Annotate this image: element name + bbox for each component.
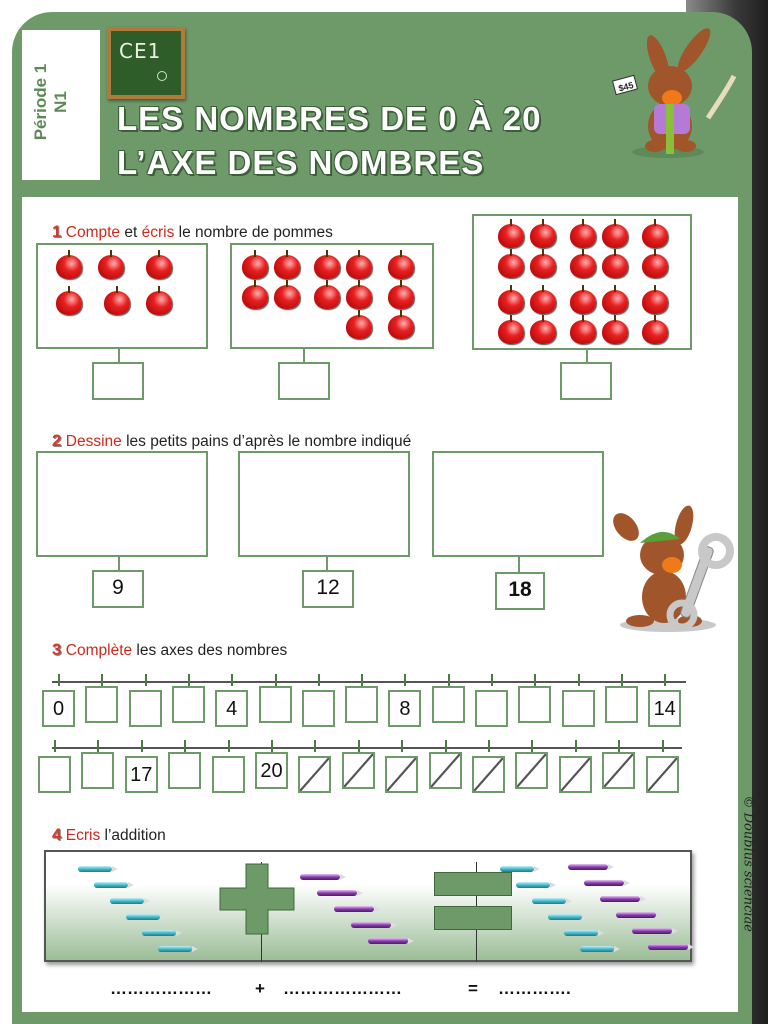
apple-icon xyxy=(98,255,124,279)
number-line-box xyxy=(472,756,505,793)
equals-sign-bottom xyxy=(434,906,512,930)
apple-icon xyxy=(242,285,268,309)
number-line-box[interactable] xyxy=(562,690,595,727)
plus-sign-icon xyxy=(218,862,298,936)
cyan-pencil-icon xyxy=(158,946,192,952)
apple-box-3 xyxy=(472,214,692,350)
number-line-box[interactable] xyxy=(605,686,638,723)
violet-pencil-icon xyxy=(632,928,672,934)
number-line-box[interactable] xyxy=(518,686,551,723)
apple-icon xyxy=(274,285,300,309)
apple-icon xyxy=(56,255,82,279)
apple-icon xyxy=(570,320,596,344)
number-line-box[interactable] xyxy=(432,686,465,723)
exercise1-verb1: Compte xyxy=(65,224,121,241)
apple-icon xyxy=(570,254,596,278)
cyan-pencil-icon xyxy=(564,930,598,936)
exercise1-rest: le nombre de pommes xyxy=(174,224,333,241)
number-line-box[interactable] xyxy=(129,690,162,727)
apple-icon xyxy=(642,224,668,248)
apple-icon xyxy=(530,224,556,248)
exercise4-number: 4 xyxy=(52,825,62,844)
apple-icon xyxy=(104,291,130,315)
number-line-box[interactable] xyxy=(345,686,378,723)
number-line-tick xyxy=(445,740,447,752)
violet-pencil-icon xyxy=(584,880,624,886)
violet-pencil-icon xyxy=(317,890,357,896)
periode-line2: N1 xyxy=(51,91,70,113)
apple-icon xyxy=(530,290,556,314)
answer-blank-1[interactable]: ……………… xyxy=(110,979,212,998)
drawing-box-1[interactable] xyxy=(36,451,208,557)
cyan-pencil-icon xyxy=(516,882,550,888)
target-number-3: 18 xyxy=(495,572,545,610)
number-line-box[interactable] xyxy=(81,752,114,789)
apple-icon xyxy=(498,320,524,344)
apple-icon xyxy=(346,315,372,339)
number-line-tick xyxy=(401,740,403,752)
number-line-box xyxy=(298,756,331,793)
exercise3-verb: Complète xyxy=(65,642,133,659)
apple-icon xyxy=(146,255,172,279)
apple-icon xyxy=(642,320,668,344)
bunny-with-quill-icon xyxy=(610,28,740,160)
apple-icon xyxy=(602,290,628,314)
violet-pencil-icon xyxy=(616,912,656,918)
apple-box-1 xyxy=(36,243,208,349)
apple-icon xyxy=(602,320,628,344)
apple-icon xyxy=(346,285,372,309)
apple-icon xyxy=(346,255,372,279)
number-line-box[interactable] xyxy=(212,756,245,793)
exercise1-heading xyxy=(52,222,333,242)
number-line-box: 20 xyxy=(255,752,288,789)
page-title-line1: LES NOMBRES DE 0 À 20 xyxy=(117,100,542,137)
apple-icon xyxy=(388,315,414,339)
number-line-box xyxy=(515,752,548,789)
connector xyxy=(518,557,520,572)
number-line-box[interactable] xyxy=(259,686,292,723)
number-line-tick xyxy=(231,674,233,686)
apple-icon xyxy=(530,254,556,278)
number-line-tick xyxy=(358,740,360,752)
exercise4-verb: Ecris xyxy=(65,827,101,844)
number-line-tick xyxy=(621,674,623,686)
periode-label xyxy=(31,27,91,177)
exercise2-rest: les petits pains d’après le nombre indiqué xyxy=(121,433,412,450)
violet-pencil-icon xyxy=(334,906,374,912)
exercise4-rest: l’addition xyxy=(100,827,166,844)
number-line-box: 0 xyxy=(42,690,75,727)
chalkboard-text: CE1 xyxy=(119,39,162,63)
number-line-box[interactable] xyxy=(85,686,118,723)
number-line-tick xyxy=(188,674,190,686)
apple-icon xyxy=(146,291,172,315)
periode-line1: Période 1 xyxy=(31,63,50,141)
number-line-tick xyxy=(318,674,320,686)
number-line-tick xyxy=(141,740,143,752)
apple-icon xyxy=(314,285,340,309)
number-line-box xyxy=(602,752,635,789)
violet-pencil-icon xyxy=(368,938,408,944)
number-line-2 xyxy=(52,747,682,749)
equals-sign-top xyxy=(434,872,512,896)
number-line-tick xyxy=(404,674,406,686)
apple-icon xyxy=(570,224,596,248)
apple-icon xyxy=(498,224,524,248)
apple-icon xyxy=(602,224,628,248)
number-line-tick xyxy=(101,674,103,686)
number-line-tick xyxy=(97,740,99,752)
connector xyxy=(118,557,120,571)
number-line-box: 8 xyxy=(388,690,421,727)
violet-pencil-icon xyxy=(568,864,608,870)
cyan-pencil-icon xyxy=(78,866,112,872)
exercise1-and: et xyxy=(120,224,142,241)
plus-sign: + xyxy=(255,979,265,998)
number-line-tick xyxy=(58,674,60,686)
number-line-tick xyxy=(662,740,664,752)
apple-icon xyxy=(388,285,414,309)
apple-icon xyxy=(498,254,524,278)
exercise1-verb2: écris xyxy=(141,224,175,241)
price-tag-text: $45 xyxy=(617,80,635,94)
exercise1-number: 1 xyxy=(52,222,62,241)
apple-icon xyxy=(570,290,596,314)
answer-box-1[interactable] xyxy=(92,362,144,400)
number-line-tick xyxy=(664,674,666,686)
apple-icon xyxy=(56,291,82,315)
number-line-box xyxy=(342,752,375,789)
number-line-box: 4 xyxy=(215,690,248,727)
cyan-pencil-icon xyxy=(126,914,160,920)
number-line-tick xyxy=(488,740,490,752)
apple-icon xyxy=(388,255,414,279)
number-line-tick xyxy=(184,740,186,752)
chalkboard-icon xyxy=(107,27,185,99)
number-line-box xyxy=(385,756,418,793)
connector xyxy=(118,349,120,363)
number-line-tick xyxy=(531,740,533,752)
answer-blank-2[interactable]: ………………… xyxy=(283,979,402,998)
number-line-1 xyxy=(52,681,686,683)
number-line-tick xyxy=(361,674,363,686)
number-line-box[interactable] xyxy=(475,690,508,727)
apple-icon xyxy=(498,290,524,314)
signature-text: © Doublus scienciae xyxy=(740,795,756,932)
number-line-tick xyxy=(271,740,273,752)
number-line-box xyxy=(559,756,592,793)
apple-icon xyxy=(274,255,300,279)
author-signature xyxy=(733,795,757,1000)
number-line-box[interactable] xyxy=(168,752,201,789)
number-line-tick xyxy=(275,674,277,686)
apple-icon xyxy=(242,255,268,279)
number-line-tick xyxy=(145,674,147,686)
apple-icon xyxy=(642,254,668,278)
bunny-with-wrench-icon xyxy=(606,505,738,635)
exercise4-heading xyxy=(52,825,166,845)
violet-pencil-icon xyxy=(600,896,640,902)
apple-icon xyxy=(530,320,556,344)
number-line-tick xyxy=(618,740,620,752)
pencil-addition-panel xyxy=(44,850,692,962)
violet-pencil-icon xyxy=(351,922,391,928)
periode-label-box xyxy=(22,30,100,180)
apple-icon xyxy=(314,255,340,279)
addition-answer-line xyxy=(98,975,612,1008)
number-line-tick xyxy=(314,740,316,752)
drawing-box-2[interactable] xyxy=(238,451,410,557)
exercise2-heading xyxy=(52,431,411,451)
exercise3-number: 3 xyxy=(52,640,62,659)
number-line-box[interactable] xyxy=(172,686,205,723)
cyan-pencil-icon xyxy=(142,930,176,936)
cyan-pencil-icon xyxy=(532,898,566,904)
page-title-line2: L’AXE DES NOMBRES xyxy=(117,144,485,181)
connector xyxy=(303,349,305,363)
cyan-pencil-icon xyxy=(94,882,128,888)
answer-box-3[interactable] xyxy=(560,362,612,400)
number-line-tick xyxy=(448,674,450,686)
target-number-2: 12 xyxy=(302,570,354,608)
number-line-tick xyxy=(578,674,580,686)
answer-blank-3[interactable]: …………. xyxy=(498,979,571,998)
cyan-pencil-icon xyxy=(580,946,614,952)
cyan-pencil-icon xyxy=(548,914,582,920)
exercise2-number: 2 xyxy=(52,431,62,450)
apple-icon xyxy=(602,254,628,278)
number-line-box: 17 xyxy=(125,756,158,793)
number-line-tick xyxy=(228,740,230,752)
violet-pencil-icon xyxy=(648,944,688,950)
cyan-pencil-icon xyxy=(110,898,144,904)
number-line-tick xyxy=(534,674,536,686)
number-line-box xyxy=(646,756,679,793)
number-line-box: 14 xyxy=(648,690,681,727)
violet-pencil-icon xyxy=(300,874,340,880)
number-line-box xyxy=(429,752,462,789)
number-line-tick xyxy=(54,740,56,752)
answer-box-2[interactable] xyxy=(278,362,330,400)
drawing-box-3[interactable] xyxy=(432,451,604,557)
number-line-box[interactable] xyxy=(302,690,335,727)
target-number-1: 9 xyxy=(92,570,144,608)
chalk-smiley-icon xyxy=(157,71,167,81)
exercise3-heading xyxy=(52,640,287,660)
connector xyxy=(326,557,328,571)
apple-box-2 xyxy=(230,243,434,349)
number-line-tick xyxy=(575,740,577,752)
number-line-tick xyxy=(491,674,493,686)
exercise3-rest: les axes des nombres xyxy=(132,642,288,659)
apple-icon xyxy=(642,290,668,314)
equals-sign: = xyxy=(468,979,478,998)
cyan-pencil-icon xyxy=(500,866,534,872)
exercise2-verb: Dessine xyxy=(65,433,122,450)
number-line-box[interactable] xyxy=(38,756,71,793)
